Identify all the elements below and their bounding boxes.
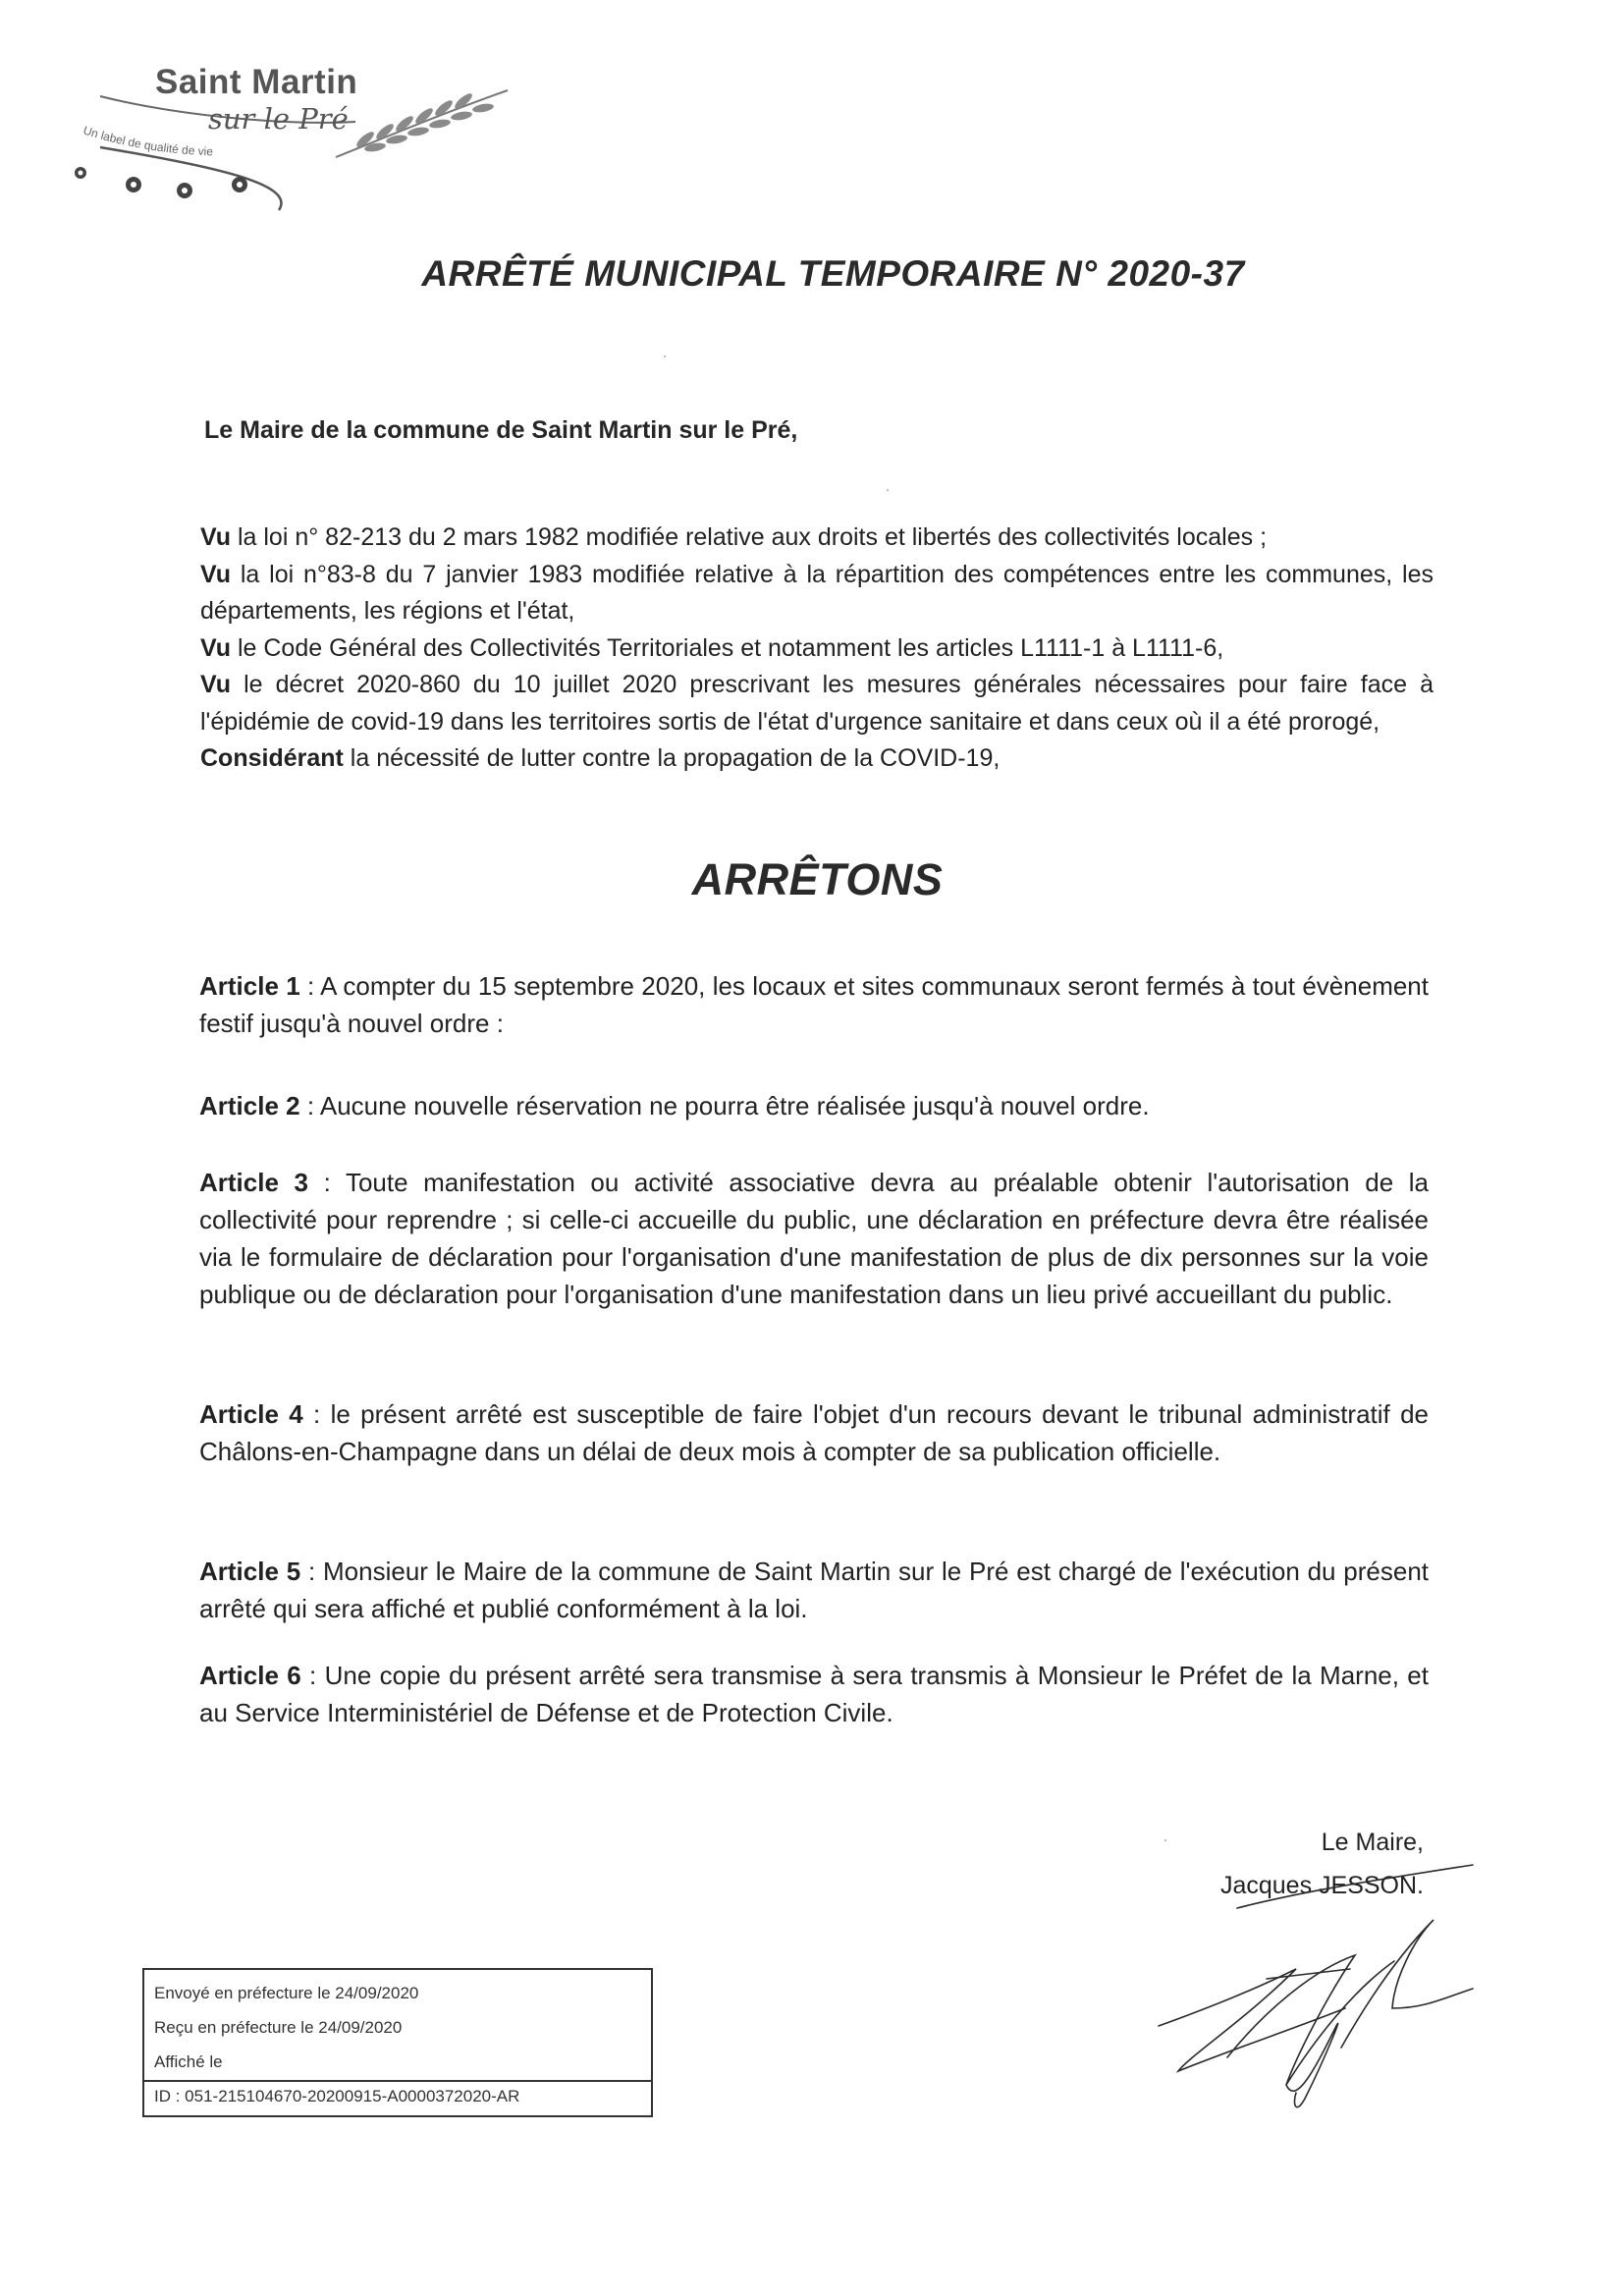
recital: Vu la loi n° 82-213 du 2 mars 1982 modifiée relative aux droits et libertés des collectivités locales ; — [200, 523, 1268, 551]
article-3: Article 3 : Toute manifestation ou activité associative devra au préalable obtenir l'autorisation de la collectivité pour reprendre ; si celle-ci accueille du public, une déclaration en préfecture devra être réalisée via le formulaire de déclaration pour l'organisation d'une manifestation de plus de dix personnes sur la voie publique ou de déclaration pour l'organisation d'une manifestation dans un lieu privé accueillant du public. — [199, 1168, 1429, 1309]
intro-line: Le Maire de la commune de Saint Martin sur le Pré, — [204, 416, 798, 444]
scan-speck — [887, 489, 889, 491]
article-5: Article 5 : Monsieur le Maire de la commune de Saint Martin sur le Pré est chargé de l'exécution du présent arrêté qui sera affiché et publié conformément à la loi. — [199, 1557, 1430, 1623]
prefecture-stamp — [142, 1968, 653, 2117]
flower-icon — [61, 159, 297, 218]
stamp-id: ID : 051-215104670-20200915-A0000372020-AR — [154, 2087, 520, 2105]
recital: Vu le décret 2020-860 du 10 juillet 2020 prescrivant les mesures générales nécessaires pour faire face à l'épidémie de covid-19 dans les territoires sortis de l'état d'urgence sanitaire et dans ceux où il a été prorogé, — [200, 671, 1434, 736]
signatory-name: Jacques JESSON. — [1219, 1872, 1424, 1899]
recital: Vu la loi n°83-8 du 7 janvier 1983 modifiée relative à la répartition des compétences entre les communes, les départements, les régions et l'état, — [200, 560, 1434, 625]
article-2: Article 2 : Aucune nouvelle réservation ne pourra être réalisée jusqu'à nouvel ordre. — [199, 1091, 1150, 1121]
wheat-icon — [326, 79, 522, 167]
recital: Vu le Code Général des Collectivités Territoriales et notamment les articles L1111-1 à L1111-6, — [200, 633, 1224, 662]
municipal-logo — [61, 57, 513, 224]
stamp-received: Reçu en préfecture le 24/09/2020 — [154, 2018, 403, 2037]
section-heading: ARRÊTONS — [691, 854, 944, 904]
article-6: Article 6 : Une copie du présent arrêté sera transmise à sera transmis à Monsieur le Préfet de la Marne, et au Service Interministériel de Défense et de Protection Civile. — [199, 1661, 1429, 1727]
stamp-divider — [144, 2080, 651, 2082]
article-1: Article 1 : A compter du 15 septembre 2020, les locaux et sites communaux seront fermés à tout évènement festif jusqu'à nouvel ordre : — [199, 971, 1429, 1038]
logo-subtitle: sur le Pré — [208, 102, 349, 136]
scan-speck — [1164, 1839, 1166, 1841]
logo-tagline: Un label de qualité de vie — [81, 123, 214, 159]
stamp-sent: Envoyé en préfecture le 24/09/2020 — [154, 1984, 419, 2002]
recitals-block — [200, 519, 1434, 778]
stamp-posted: Affiché le — [154, 2052, 223, 2071]
page-title: ARRÊTÉ MUNICIPAL TEMPORAIRE N° 2020-37 — [421, 253, 1245, 294]
article-4: Article 4 : le présent arrêté est susceptible de faire l'objet d'un recours devant le tribunal administratif de Châlons-en-Champagne dans un délai de deux mois à compter de sa publication officielle. — [199, 1399, 1429, 1466]
scan-speck — [664, 355, 666, 357]
signatory-title: Le Maire, — [1321, 1829, 1424, 1856]
handwritten-signature — [1149, 1861, 1483, 2146]
logo-title: Saint Martin — [155, 63, 358, 101]
recital: Considérant la nécessité de lutter contre la propagation de la COVID-19, — [200, 744, 1001, 772]
